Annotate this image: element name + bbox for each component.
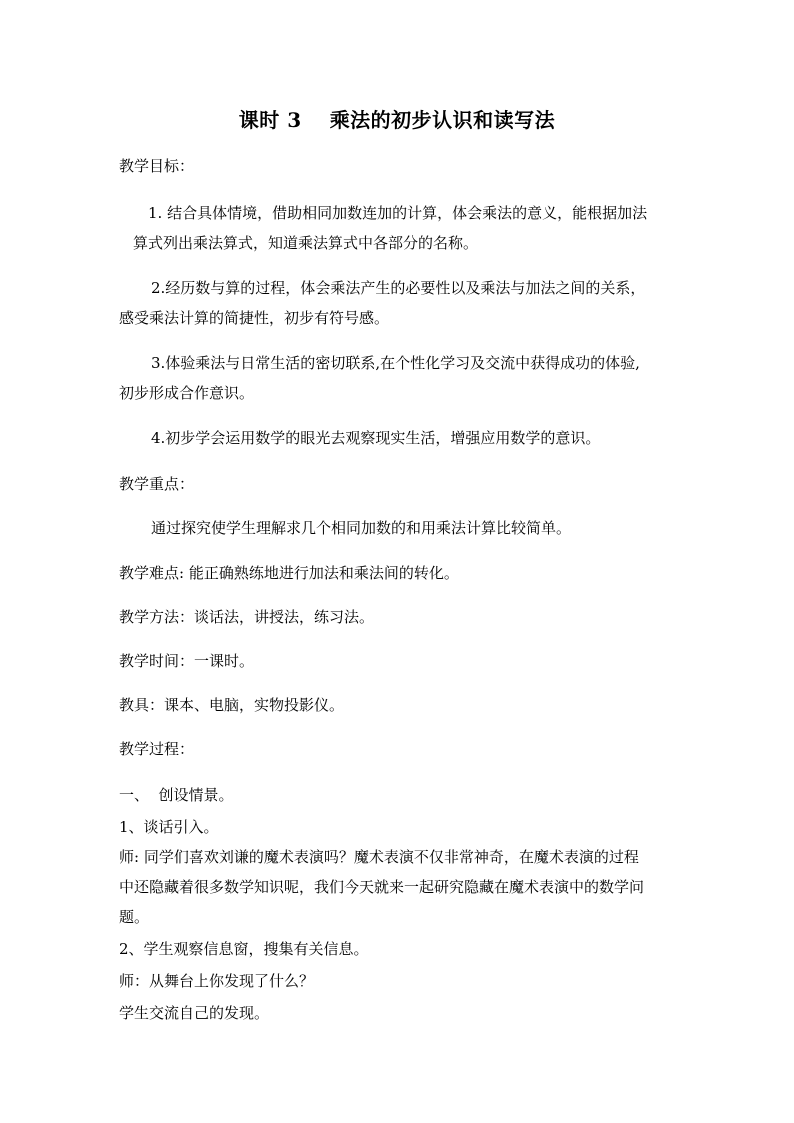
teacher-question: 师：从舞台上你发现了什么？ [119, 972, 315, 990]
objective-1-line-2: 算式列出乘法算式，知道乘法算式中各部分的名称。 [133, 234, 479, 252]
lesson-title [0, 104, 794, 133]
step-2: 2、学生观察信息窗，搜集有关信息。 [119, 940, 369, 958]
teaching-tools: 教具：课本、电脑，实物投影仪。 [119, 696, 345, 714]
objective-1-line-1: 1. 结合具体情境，借助相同加数连加的计算，体会乘法的意义，能根据加法 [148, 204, 648, 222]
step-1: 1、谈话引入。 [119, 818, 219, 836]
objective-3-line-1: 3.体验乘法与日常生活的密切联系,在个性化学习及交流中获得成功的体验, [151, 354, 640, 372]
teacher-line-3: 题。 [119, 908, 150, 926]
section-1-heading: 一、 创设情景。 [119, 786, 234, 804]
teaching-time: 教学时间：一课时。 [119, 652, 255, 670]
lesson-title-text: 乘法的初步认识和读写法 [329, 108, 556, 132]
students-share: 学生交流自己的发现。 [119, 1004, 270, 1022]
objective-2-line-1: 2.经历数与算的过程，体会乘法产生的必要性以及乘法与加法之间的关系， [151, 279, 646, 297]
key-points-text: 通过探究使学生理解求几个相同加数的和用乘法计算比较简单。 [151, 519, 572, 537]
teaching-methods: 教学方法：谈话法，讲授法，练习法。 [119, 608, 375, 626]
objective-2-line-2: 感受乘法计算的简捷性，初步有符号感。 [119, 309, 390, 327]
teacher-line-2: 中还隐藏着很多数学知识呢，我们今天就来一起研究隐藏在魔术表演中的数学问 [119, 878, 645, 896]
teaching-difficulty: 教学难点: 能正确熟练地进行加法和乘法间的转化。 [119, 564, 459, 582]
lesson-number: 课时 3 [238, 108, 302, 132]
objective-3-line-2: 初步形成合作意识。 [119, 384, 255, 402]
objectives-heading: 教学目标： [119, 157, 195, 175]
process-heading: 教学过程： [119, 740, 195, 758]
key-points-heading: 教学重点： [119, 475, 195, 493]
objective-4: 4.初步学会运用数学的眼光去观察现实生活，增强应用数学的意识。 [151, 429, 601, 447]
teacher-line-1: 师: 同学们喜欢刘谦的魔术表演吗？魔术表演不仅非常神奇，在魔术表演的过程 [119, 848, 639, 866]
